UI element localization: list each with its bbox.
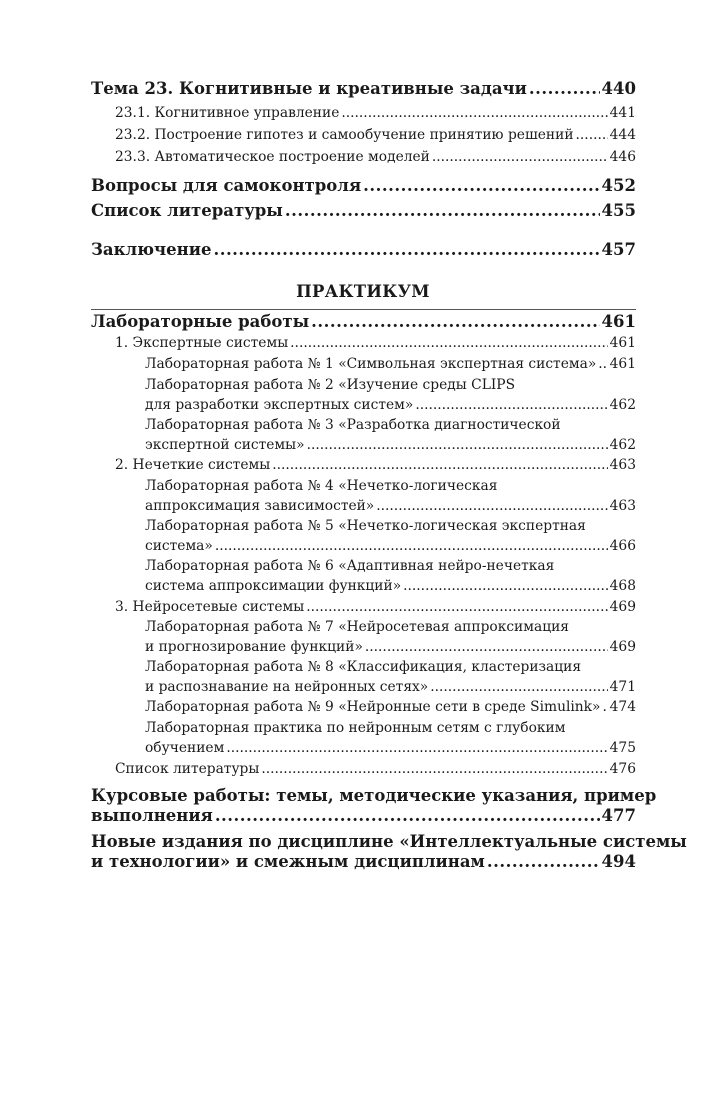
entry-title-line-2: для разработки экспертных систем»: [145, 397, 414, 413]
toc-entry-conclusion[interactable]: [91, 240, 636, 260]
page-number: 446: [609, 149, 636, 165]
entry-title: 23.3. Автоматическое построение моделей: [115, 149, 430, 165]
page-number: 457: [601, 240, 636, 259]
toc-entry-section-3[interactable]: [115, 597, 636, 617]
entry-title: 23.2. Построение гипотез и самообучение принятию решений: [115, 127, 574, 143]
toc-entry-section-2[interactable]: [115, 455, 636, 475]
toc-entry-23-1[interactable]: [115, 103, 636, 123]
toc-entry-topic-23[interactable]: [91, 79, 636, 99]
page-number: 477: [601, 806, 636, 825]
entry-title-line-1: Новые издания по дисциплине «Интеллектуальные системы: [91, 832, 687, 851]
practicum-heading: ПРАКТИКУМ: [296, 282, 430, 301]
toc-entry-lab-1[interactable]: [145, 354, 636, 374]
toc-entry-section-1[interactable]: [115, 333, 636, 353]
entry-title-line-2: и распознавание на нейронных сетях»: [145, 679, 429, 695]
page-number: 440: [601, 79, 636, 98]
entry-title: Вопросы для самоконтроля: [91, 176, 362, 195]
entry-title-line-2: выполнения: [91, 806, 213, 825]
toc-entry-practicum-references[interactable]: [115, 759, 636, 779]
page-number: 468: [609, 578, 636, 594]
entry-title: Лабораторная работа № 9 «Нейронные сети в среде Simulink»: [145, 699, 601, 715]
toc-entry-23-2[interactable]: [115, 125, 636, 145]
heading-divider: [91, 309, 636, 310]
entry-title-line-2: система»: [145, 538, 213, 554]
entry-title-line-2: экспертной системы»: [145, 437, 305, 453]
entry-title: Тема 23. Когнитивные и креативные задачи: [91, 79, 527, 98]
page-number: 462: [609, 437, 636, 453]
entry-title-line-2: и технологии» и смежным дисциплинам: [91, 852, 485, 871]
entry-title-line-2: обучением: [145, 740, 225, 756]
page-number: 471: [609, 679, 636, 695]
entry-title: 1. Экспертные системы: [115, 335, 289, 351]
page-number: 469: [609, 639, 636, 655]
entry-title-line-1: Курсовые работы: темы, методические указания, пример: [91, 786, 657, 805]
page-number: 463: [609, 498, 636, 514]
page-number: 444: [609, 127, 636, 143]
toc-entry-lab-9[interactable]: [145, 697, 636, 717]
entry-title: Список литературы: [115, 761, 260, 777]
entry-title: Лабораторная работа № 1 «Символьная экспертная система»: [145, 356, 597, 372]
entry-title: Лабораторные работы: [91, 312, 310, 331]
entry-title-line-1: Лабораторная работа № 4 «Нечетко-логическая: [145, 478, 498, 494]
entry-title-line-1: Лабораторная работа № 7 «Нейросетевая аппроксимация: [145, 619, 569, 635]
toc-entry-lab-3[interactable]: [145, 415, 636, 455]
entry-title-line-2: система аппроксимации функций»: [145, 578, 402, 594]
toc-entry-course-works[interactable]: [91, 786, 657, 826]
toc-entry-lab-practice[interactable]: [145, 718, 636, 758]
entry-title-line-2: аппроксимация зависимостей»: [145, 498, 375, 514]
page-number: 441: [609, 105, 636, 121]
entry-title-line-1: Лабораторная работа № 3 «Разработка диагностической: [145, 417, 561, 433]
toc-entry-lab-6[interactable]: [145, 556, 636, 596]
entry-title: Заключение: [91, 240, 212, 259]
page-number: 452: [601, 176, 636, 195]
toc-entry-references[interactable]: [91, 201, 636, 221]
entry-title-line-1: Лабораторная работа № 2 «Изучение среды CLIPS: [145, 377, 516, 393]
entry-title: 23.1. Когнитивное управление: [115, 105, 340, 121]
page-number: 475: [609, 740, 636, 756]
toc-entry-lab-5[interactable]: [145, 516, 636, 556]
entry-title-line-1: Лабораторная работа № 6 «Адаптивная нейро-нечеткая: [145, 558, 555, 574]
page-number: 461: [609, 335, 636, 351]
toc-entry-self-control[interactable]: [91, 176, 636, 196]
toc-entry-lab-2[interactable]: [145, 375, 636, 415]
page-number: 494: [601, 852, 636, 871]
entry-title-line-1: Лабораторная практика по нейронным сетям с глубоким: [145, 720, 566, 736]
toc-entry-lab-8[interactable]: [145, 657, 636, 697]
page-number: 461: [609, 356, 636, 372]
entry-title: 3. Нейросетевые системы: [115, 599, 305, 615]
page-number: 462: [609, 397, 636, 413]
page-number: 474: [609, 699, 636, 715]
toc-entry-lab-4[interactable]: [145, 476, 636, 516]
entry-title: 2. Нечеткие системы: [115, 457, 271, 473]
entry-title-line-2: и прогнозирование функций»: [145, 639, 363, 655]
page-number: 476: [609, 761, 636, 777]
page-number: 455: [601, 201, 636, 220]
entry-title: Список литературы: [91, 201, 283, 220]
toc-entry-new-editions[interactable]: [91, 832, 687, 872]
toc-entry-lab-7[interactable]: [145, 617, 636, 657]
page-number: 466: [609, 538, 636, 554]
page-number: 461: [601, 312, 636, 331]
entry-title-line-1: Лабораторная работа № 8 «Классификация, кластеризация: [145, 659, 582, 675]
toc-entry-lab-works[interactable]: [91, 312, 636, 332]
toc-entry-23-3[interactable]: [115, 147, 636, 167]
page-number: 463: [609, 457, 636, 473]
page-number: 469: [609, 599, 636, 615]
entry-title-line-1: Лабораторная работа № 5 «Нечетко-логическая экспертная: [145, 518, 586, 534]
